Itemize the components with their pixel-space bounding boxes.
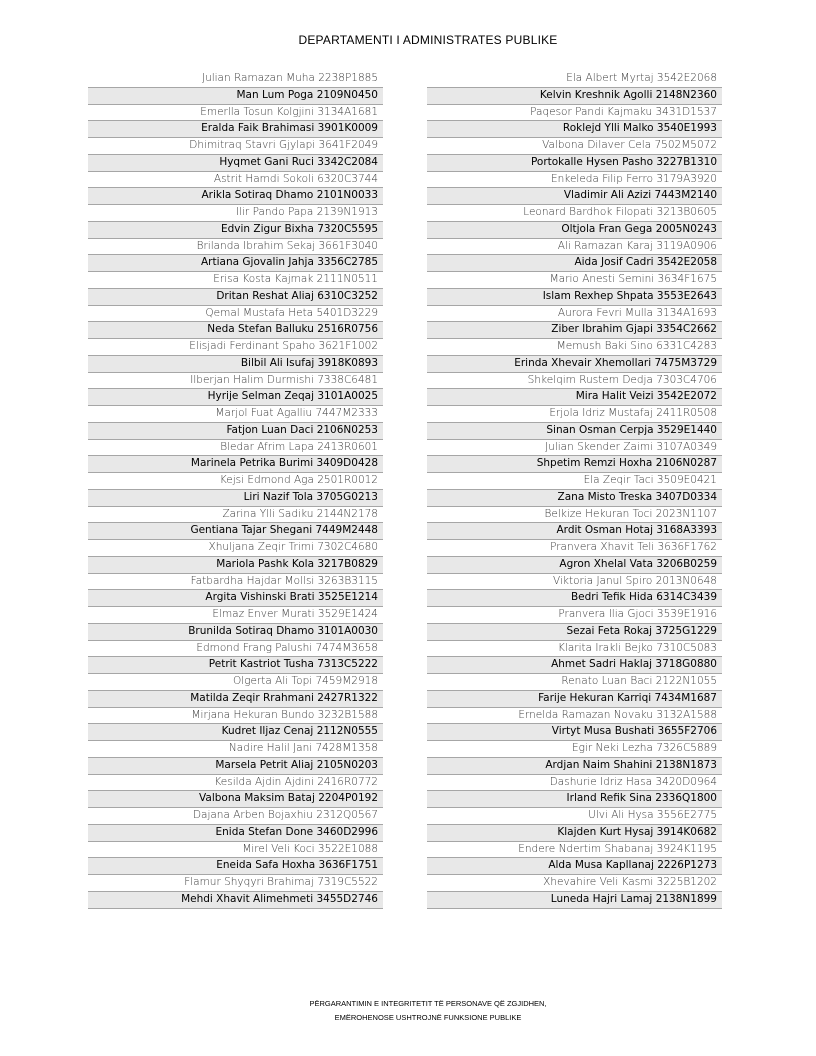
list-item: Shkelqim Rustem Dedja 7303C4706 <box>427 373 722 390</box>
list-item: Ahmet Sadri Haklaj 3718G0880 <box>427 657 722 674</box>
list-item: Artiana Gjovalin Jahja 3356C2785 <box>88 255 383 272</box>
list-item: Xhuljana Zeqir Trimi 7302C4680 <box>88 540 383 557</box>
list-item: Ela Zeqir Taci 3509E0421 <box>427 473 722 490</box>
list-item: Erinda Xhevair Xhemollari 7475M3729 <box>427 356 722 373</box>
list-item: Ela Albert Myrtaj 3542E2068 <box>427 71 722 88</box>
page-title: DEPARTAMENTI I ADMINISTRATES PUBLIKE <box>298 33 558 47</box>
list-item: Dhimitraq Stavri Gjylapi 3641F2049 <box>88 138 383 155</box>
list-item: Portokalle Hysen Pasho 3227B1310 <box>427 155 722 172</box>
list-item: Paqesor Pandi Kajmaku 3431D1537 <box>427 105 722 122</box>
list-item: Leonard Bardhok Filopati 3213B0605 <box>427 205 722 222</box>
list-item: Islam Rexhep Shpata 3553E2643 <box>427 289 722 306</box>
list-item: Pranvera Xhavit Teli 3636F1762 <box>427 540 722 557</box>
list-item: Brilanda Ibrahim Sekaj 3661F3040 <box>88 239 383 256</box>
list-item: Enkeleda Filip Ferro 3179A3920 <box>427 172 722 189</box>
list-item: Virtyt Musa Bushati 3655F2706 <box>427 724 722 741</box>
list-item: Egir Neki Lezha 7326C5889 <box>427 741 722 758</box>
list-item: Gentiana Tajar Shegani 7449M2448 <box>88 523 383 540</box>
list-item: Dritan Reshat Aliaj 6310C3252 <box>88 289 383 306</box>
list-item: Shpetim Remzi Hoxha 2106N0287 <box>427 456 722 473</box>
list-item: Kelvin Kreshnik Agolli 2148N2360 <box>427 88 722 105</box>
list-item: Valbona Maksim Bataj 2204P0192 <box>88 791 383 808</box>
list-item: Liri Nazif Tola 3705G0213 <box>88 490 383 507</box>
list-item: Erjola Idriz Mustafaj 2411R0508 <box>427 406 722 423</box>
list-item: Eralda Faik Brahimasi 3901K0009 <box>88 121 383 138</box>
list-item: Mariola Pashk Kola 3217B0829 <box>88 557 383 574</box>
list-item: Marjol Fuat Agalliu 7447M2333 <box>88 406 383 423</box>
list-item: Mirel Veli Koci 3522E1088 <box>88 842 383 859</box>
footer-line-1: PËRGARANTIMIN E INTEGRITETIT TË PERSONAVE QË ZGJIDHEN, <box>309 999 547 1008</box>
list-item: Kesilda Ajdin Ajdini 2416R0772 <box>88 775 383 792</box>
footer-line-2: EMËROHENOSE USHTROJNË FUNKSIONE PUBLIKE <box>334 1013 522 1022</box>
list-item: Bilbil Ali Isufaj 3918K0893 <box>88 356 383 373</box>
list-item: Man Lum Poga 2109N0450 <box>88 88 383 105</box>
list-item: Petrit Kastriot Tusha 7313C5222 <box>88 657 383 674</box>
left-name-list <box>88 71 383 909</box>
list-item: Bledar Afrim Lapa 2413R0601 <box>88 440 383 457</box>
list-item: Kejsi Edmond Aga 2501R0012 <box>88 473 383 490</box>
list-item: Mehdi Xhavit Alimehmeti 3455D2746 <box>88 892 383 909</box>
list-item: Elmaz Enver Murati 3529E1424 <box>88 607 383 624</box>
list-item: Irland Refik Sina 2336Q1800 <box>427 791 722 808</box>
list-item: Ilir Pando Papa 2139N1913 <box>88 205 383 222</box>
list-item: Kudret Iljaz Cenaj 2112N0555 <box>88 724 383 741</box>
list-item: Aida Josif Cadri 3542E2058 <box>427 255 722 272</box>
list-item: Sinan Osman Cerpja 3529E1440 <box>427 423 722 440</box>
list-item: Endere Ndertim Shabanaj 3924K1195 <box>427 842 722 859</box>
list-item: Dashurie Idriz Hasa 3420D0964 <box>427 775 722 792</box>
list-item: Eneida Safa Hoxha 3636F1751 <box>88 858 383 875</box>
list-item: Sezai Feta Rokaj 3725G1229 <box>427 624 722 641</box>
right-name-list <box>427 71 722 909</box>
list-item: Agron Xhelal Vata 3206B0259 <box>427 557 722 574</box>
list-item: Elisjadi Ferdinant Spaho 3621F1002 <box>88 339 383 356</box>
list-item: Ardjan Naim Shahini 2138N1873 <box>427 758 722 775</box>
list-item: Ardit Osman Hotaj 3168A3393 <box>427 523 722 540</box>
list-item: Zarina Ylli Sadiku 2144N2178 <box>88 507 383 524</box>
list-item: Valbona Dilaver Cela 7502M5072 <box>427 138 722 155</box>
list-item: Renato Luan Baci 2122N1055 <box>427 674 722 691</box>
list-item: Julian Ramazan Muha 2238P1885 <box>88 71 383 88</box>
list-item: Xhevahire Veli Kasmi 3225B1202 <box>427 875 722 892</box>
list-item: Hyqmet Gani Ruci 3342C2084 <box>88 155 383 172</box>
list-item: Erisa Kosta Kajmak 2111N0511 <box>88 272 383 289</box>
list-item: Luneda Hajri Lamaj 2138N1899 <box>427 892 722 909</box>
list-item: Farije Hekuran Karriqi 7434M1687 <box>427 691 722 708</box>
list-item: Mario Anesti Semini 3634F1675 <box>427 272 722 289</box>
list-item: Matilda Zeqir Rrahmani 2427R1322 <box>88 691 383 708</box>
list-item: Flamur Shyqyri Brahimaj 7319C5522 <box>88 875 383 892</box>
list-item: Mira Halit Veizi 3542E2072 <box>427 389 722 406</box>
list-item: Pranvera Ilia Gjoci 3539E1916 <box>427 607 722 624</box>
list-item: Ali Ramazan Karaj 3119A0906 <box>427 239 722 256</box>
list-item: Enida Stefan Done 3460D2996 <box>88 825 383 842</box>
list-item: Ilberjan Halim Durmishi 7338C6481 <box>88 373 383 390</box>
list-item: Vladimir Ali Azizi 7443M2140 <box>427 188 722 205</box>
list-item: Viktoria Janul Spiro 2013N0648 <box>427 574 722 591</box>
list-item: Hyrije Selman Zeqaj 3101A0025 <box>88 389 383 406</box>
list-item: Mirjana Hekuran Bundo 3232B1588 <box>88 708 383 725</box>
list-item: Emerlla Tosun Kolgjini 3134A1681 <box>88 105 383 122</box>
list-item: Klarita Irakli Bejko 7310C5083 <box>427 641 722 658</box>
list-item: Dajana Arben Bojaxhiu 2312Q0567 <box>88 808 383 825</box>
list-item: Zana Misto Treska 3407D0334 <box>427 490 722 507</box>
list-item: Fatjon Luan Daci 2106N0253 <box>88 423 383 440</box>
list-item: Fatbardha Hajdar Mollsi 3263B3115 <box>88 574 383 591</box>
list-item: Astrit Hamdi Sokoli 6320C3744 <box>88 172 383 189</box>
list-item: Edvin Zigur Bixha 7320C5595 <box>88 222 383 239</box>
list-item: Bedri Tefik Hida 6314C3439 <box>427 590 722 607</box>
list-item: Qemal Mustafa Heta 5401D3229 <box>88 306 383 323</box>
list-item: Belkize Hekuran Toci 2023N1107 <box>427 507 722 524</box>
list-item: Brunilda Sotiraq Dhamo 3101A0030 <box>88 624 383 641</box>
list-item: Marsela Petrit Aliaj 2105N0203 <box>88 758 383 775</box>
list-item: Memush Baki Sino 6331C4283 <box>427 339 722 356</box>
list-item: Aurora Fevri Mulla 3134A1693 <box>427 306 722 323</box>
list-item: Argita Vishinski Brati 3525E1214 <box>88 590 383 607</box>
list-item: Julian Skender Zaimi 3107A0349 <box>427 440 722 457</box>
list-item: Ziber Ibrahim Gjapi 3354C2662 <box>427 322 722 339</box>
list-item: Ernelda Ramazan Novaku 3132A1588 <box>427 708 722 725</box>
list-item: Arikla Sotiraq Dhamo 2101N0033 <box>88 188 383 205</box>
list-item: Alda Musa Kapllanaj 2226P1273 <box>427 858 722 875</box>
list-item: Edmond Frang Palushi 7474M3658 <box>88 641 383 658</box>
list-item: Oltjola Fran Gega 2005N0243 <box>427 222 722 239</box>
list-item: Olgerta Ali Topi 7459M2918 <box>88 674 383 691</box>
list-item: Neda Stefan Balluku 2516R0756 <box>88 322 383 339</box>
list-item: Klajden Kurt Hysaj 3914K0682 <box>427 825 722 842</box>
list-item: Marinela Petrika Burimi 3409D0428 <box>88 456 383 473</box>
list-item: Nadire Halil Jani 7428M1358 <box>88 741 383 758</box>
list-item: Ulvi Ali Hysa 3556E2775 <box>427 808 722 825</box>
list-item: Roklejd Ylli Malko 3540E1993 <box>427 121 722 138</box>
